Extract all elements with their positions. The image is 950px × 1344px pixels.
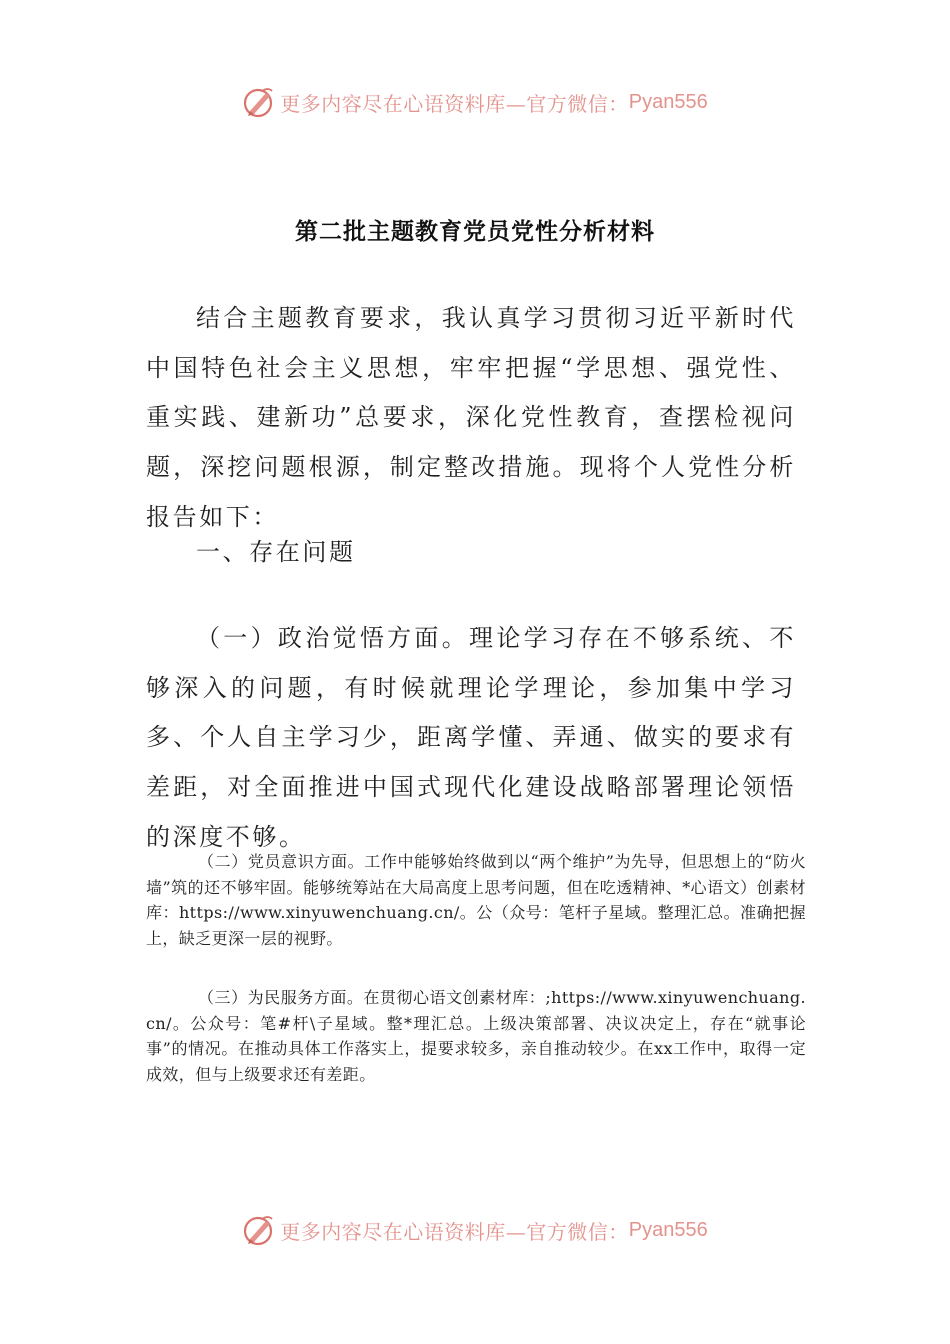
item-political-awareness: （一）政治觉悟方面。理论学习存在不够系统、不够深入的问题，有时候就理论学理论，参加集中学习多、个人自主学习少，距离学懂、弄通、做实的要求有差距，对全面推进中国式现代化建设战略部署理论领悟的深度不够。: [146, 624, 796, 851]
item-serving-people: （三）为民服务方面。在贯彻心语文创素材库：;https://www.xinyuwenchuang.cn/。公众号：笔#杆\子星域。整*理汇总。上级决策部署、决议决定上，存在“就事论事”的情况。在推动具体工作落实上，提要求较多，亲自推动较少。在xx工作中，取得一定成效，但与上级要求还有差距。: [146, 988, 806, 1084]
watermark-banner-top: [0, 80, 950, 124]
pen-logo-icon: [242, 85, 276, 119]
document-title: 第二批主题教育党员党性分析材料: [295, 218, 655, 245]
watermark-wechat-id: Pyan556: [628, 1218, 708, 1241]
section-heading-problems: 一、存在问题: [196, 538, 356, 566]
intro-paragraph: 结合主题教育要求，我认真学习贯彻习近平新时代中国特色社会主义思想，牢牢把握“学思想、强党性、重实践、建新功”总要求，深化党性教育，查摆检视问题，深挖问题根源，制定整改措施。现将个人党性分析报告如下：: [146, 304, 796, 531]
pen-logo-icon: [242, 1213, 276, 1247]
watermark-text: 更多内容尽在心语资料库—官方微信：: [280, 1219, 629, 1244]
item-party-consciousness: （二）党员意识方面。工作中能够始终做到以“两个维护”为先导，但思想上的“防火墙”筑的还不够牢固。能够统筹站在大局高度上思考问题，但在吃透精神、*心语文）创素材库：https://www.xinyuwenchuang.cn/。公（众号：笔杆子星域。整理汇总。准确把握上，缺乏更深一层的视野。: [146, 852, 806, 948]
watermark-banner-bottom: [0, 1208, 950, 1252]
watermark-text: 更多内容尽在心语资料库—官方微信：: [280, 91, 629, 116]
watermark-wechat-id: Pyan556: [628, 90, 708, 113]
